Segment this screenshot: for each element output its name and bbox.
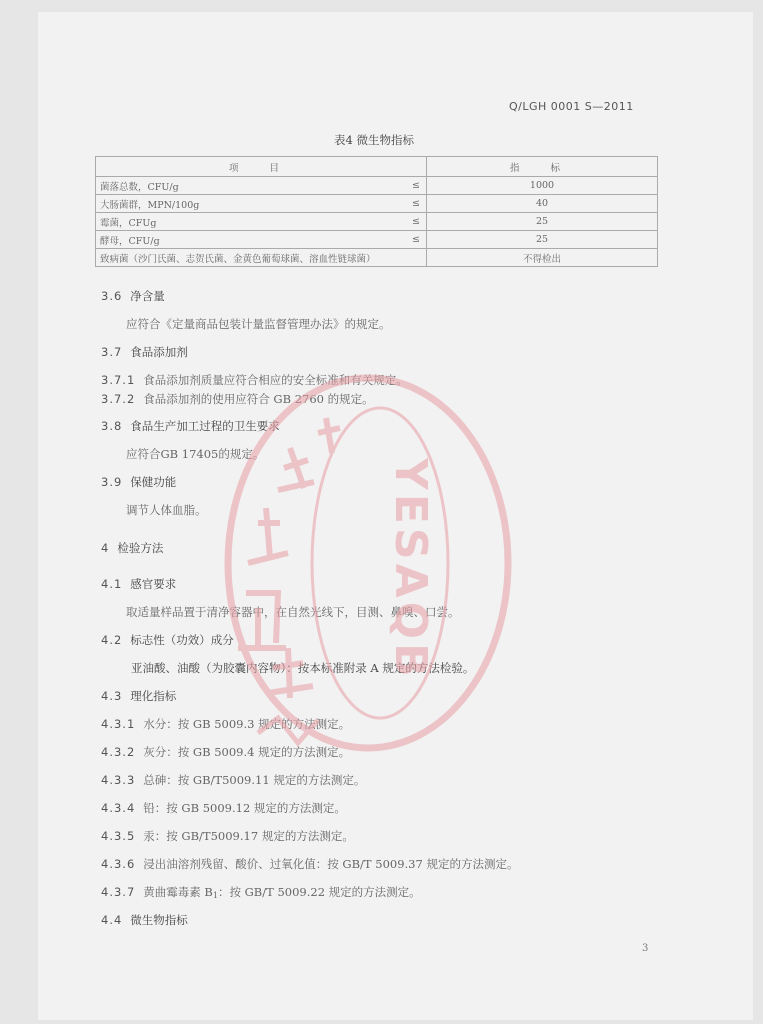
row-value: 1000 xyxy=(427,177,658,195)
row-item: 霉菌，CFUg xyxy=(100,217,157,229)
table-row xyxy=(96,249,658,267)
section-heading: 3.7 食品添加剂 xyxy=(101,345,188,359)
table-row xyxy=(96,177,658,195)
row-comparator: ≤ xyxy=(412,216,420,227)
section-text: 应符合GB 17405的规定。 xyxy=(126,447,265,461)
microbiology-table xyxy=(95,156,658,267)
section-heading: 4.4 微生物指标 xyxy=(101,913,188,927)
section-heading: 4.1 感官要求 xyxy=(101,577,177,591)
header-value: 指 标 xyxy=(427,157,658,177)
row-value: 25 xyxy=(427,213,658,231)
section-text: 应符合《定量商品包装计量监督管理办法》的规定。 xyxy=(126,317,391,331)
section-heading: 4.2 标志性（功效）成分 xyxy=(101,633,234,647)
section-text: 调节人体血脂。 xyxy=(126,503,207,517)
row-value: 40 xyxy=(427,195,658,213)
section-text: 4.3.4 铅：按 GB 5009.12 规定的方法测定。 xyxy=(101,801,346,815)
row-item: 大肠菌群，MPN/100g xyxy=(100,199,200,211)
section-heading: 4 检验方法 xyxy=(101,541,164,555)
section-heading: 3.6 净含量 xyxy=(101,289,165,303)
row-item: 致病菌（沙门氏菌、志贺氏菌、金黄色葡萄球菌、溶血性链球菌） xyxy=(100,253,376,265)
section-text: 4.3.7 黄曲霉毒素 $B_1$：按 GB/T 5009.22 规定的方法测定。 xyxy=(101,885,421,900)
row-comparator: ≤ xyxy=(412,198,420,209)
row-item: 酵母，CFU/g xyxy=(100,235,160,247)
row-comparator: ≤ xyxy=(412,234,420,245)
section-text: 4.3.2 灰分：按 GB 5009.4 规定的方法测定。 xyxy=(101,745,351,759)
table-header-row xyxy=(96,157,658,177)
table-row xyxy=(96,231,658,249)
section-text: 3.7.1 食品添加剂质量应符合相应的安全标准和有关规定。 xyxy=(101,373,408,387)
section-text: 4.3.3 总砷：按 GB/T5009.11 规定的方法测定。 xyxy=(101,773,366,787)
section-heading: 3.9 保健功能 xyxy=(101,475,177,489)
row-value: 25 xyxy=(427,231,658,249)
seal-inner-text: YESAQB xyxy=(385,458,436,681)
section-text: 4.3.5 汞：按 GB/T5009.17 规定的方法测定。 xyxy=(101,829,354,843)
section-text: 3.7.2 食品添加剂的使用应符合 GB 2760 的规定。 xyxy=(101,392,374,406)
section-text: 4.3.1 水分：按 GB 5009.3 规定的方法测定。 xyxy=(101,717,351,731)
row-value: 不得检出 xyxy=(427,249,658,267)
page-number: 3 xyxy=(642,943,649,954)
section-heading: 3.8 食品生产加工过程的卫生要求 xyxy=(101,419,280,433)
section-text: 取适量样品置于清净容器中，在自然光线下，目测、鼻嗅、口尝。 xyxy=(126,605,460,619)
document-code: Q/LGH 0001 S—2011 xyxy=(509,100,634,113)
section-text: 亚油酸、油酸（为胶囊内容物）：按本标准附录 A 规定的方法检验。 xyxy=(131,661,475,675)
table-caption: 表4 微生物指标 xyxy=(334,133,414,147)
section-heading: 4.3 理化指标 xyxy=(101,689,177,703)
header-item: 项 目 xyxy=(96,157,427,177)
section-text: 4.3.6 浸出油溶剂残留、酸价、过氧化值：按 GB/T 5009.37 规定的方法测定。 xyxy=(101,857,519,871)
row-item: 菌落总数，CFU/g xyxy=(100,181,179,193)
table-row xyxy=(96,195,658,213)
table-row xyxy=(96,213,658,231)
row-comparator: ≤ xyxy=(412,180,420,191)
